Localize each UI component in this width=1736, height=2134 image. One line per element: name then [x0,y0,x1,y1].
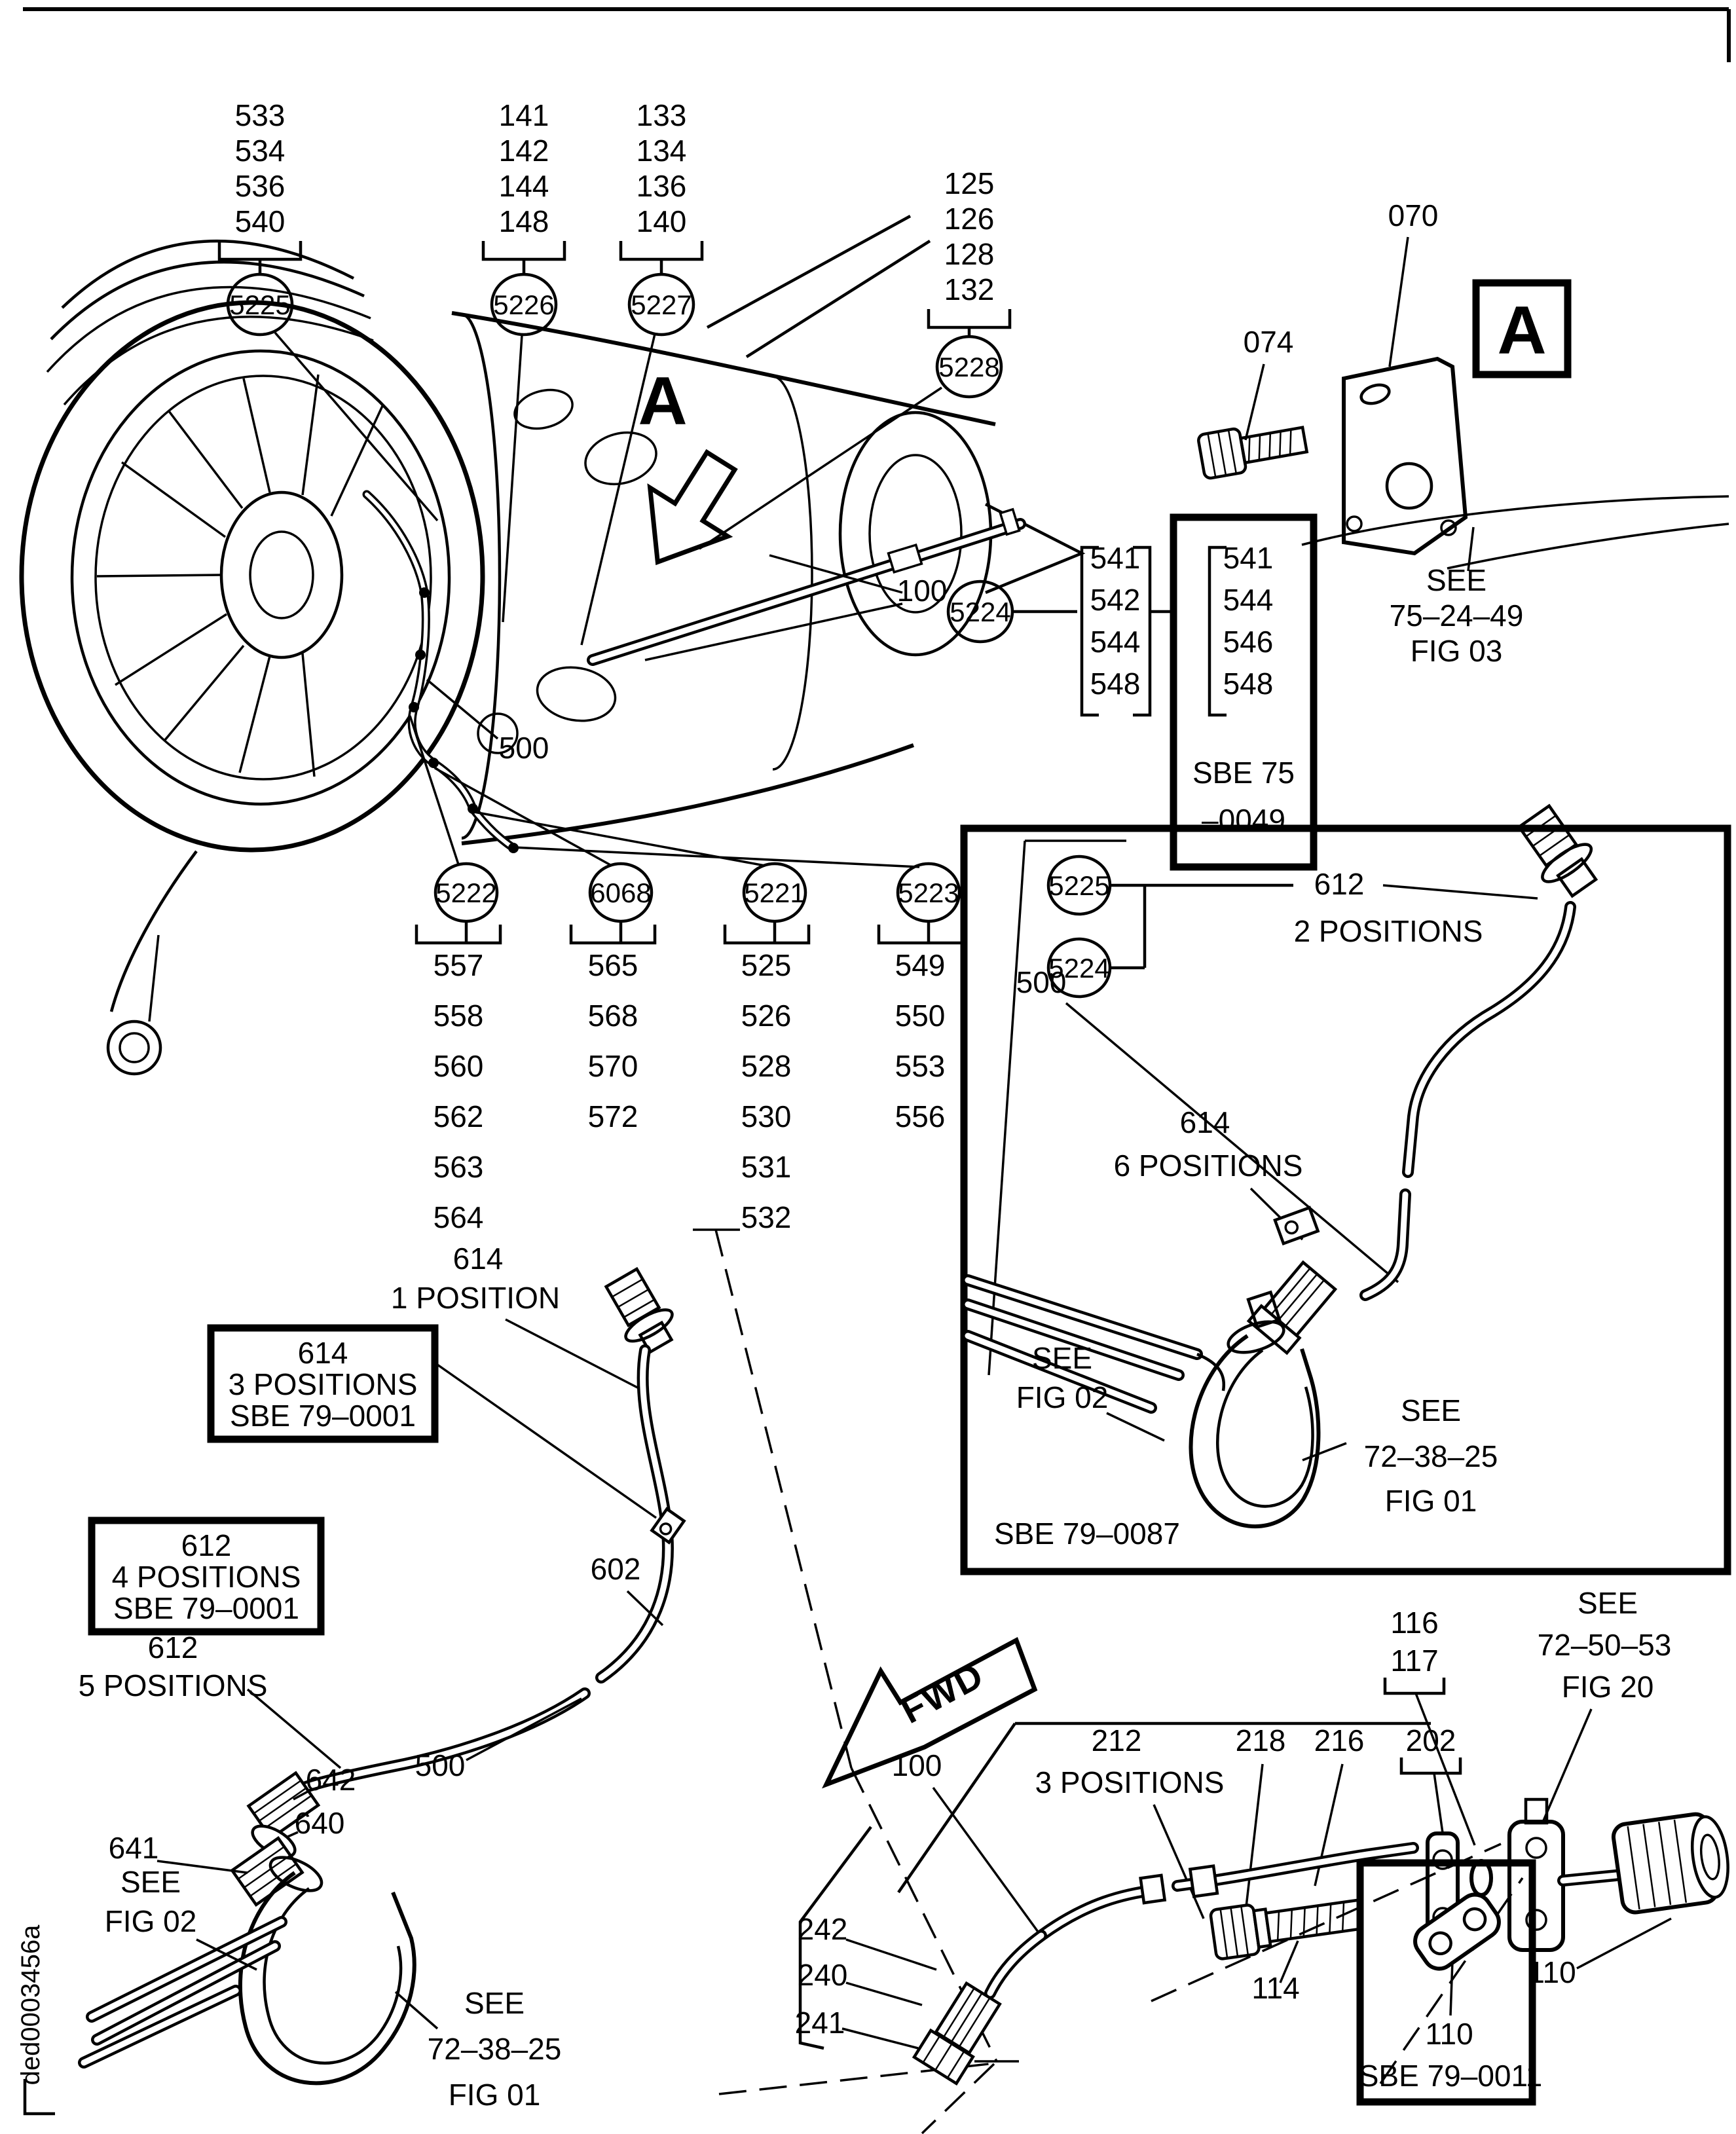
part-label-500: 500 [498,731,549,765]
see-ref-line: 72–38–25 [427,2032,562,2066]
see-ref-line: FIG 02 [104,1904,197,1938]
part-number: 572 [587,1099,638,1133]
see-ref-line: FIG 01 [1384,1484,1477,1518]
callout-circle-number: 6068 [590,877,652,908]
leader-line [846,1983,922,2005]
part-number: 133 [636,98,687,132]
see-ref-72-38-25-bl [428,1986,562,2112]
sbe-75-0049-box [1173,517,1314,867]
part-number: 546 [1223,625,1274,659]
see-ref-72-38-25-inset [1364,1393,1498,1518]
see-ref-line: 72–38–25 [1363,1439,1498,1473]
part-list-5222 [416,921,500,1234]
leader-line [1450,1961,1452,2015]
tube-clamp [1190,1866,1217,1897]
part-label-500: 500 [1016,965,1067,999]
leader-line [248,1689,341,1768]
part-number: 568 [587,999,638,1033]
see-ref-line: 75–24–49 [1389,598,1524,633]
part-label-074: 074 [1243,325,1294,359]
part-number: 148 [498,204,549,238]
part-number: 142 [498,134,549,168]
structure-line [1447,524,1729,568]
fan-blades [97,375,382,777]
see-ref-line: 72–50–53 [1537,1628,1672,1662]
clamp-110 [1409,1888,1505,1975]
qty-label: 1 POSITION [390,1281,561,1315]
callout-circle-number: 5222 [435,877,497,908]
leader-line [1246,364,1264,440]
part-number: 528 [741,1049,792,1083]
part-number: 134 [636,134,687,168]
part-label-612: 612 [1314,867,1365,901]
note-box-612-4-positions [92,1520,321,1632]
part-number: 132 [944,272,995,306]
part-number: 531 [741,1150,792,1184]
see-ref-fig02-bl [105,1865,197,1938]
part-number: 525 [741,948,792,982]
part-label-100: 100 [896,574,948,608]
part-number: 530 [741,1099,792,1133]
qty-label: 6 POSITIONS [1113,1149,1303,1183]
part-number: 542 [1090,583,1141,617]
callout-circle-number: 5226 [493,289,555,320]
callout-group-5225 [219,98,437,521]
part-label-216: 216 [1314,1723,1365,1757]
sbe-number: SBE 79–0001 [230,1399,416,1433]
part-number: 141 [498,98,549,132]
bolt-074 [1198,417,1308,479]
spinner-arcs [47,241,373,405]
leader-line [435,1363,656,1518]
part-number: 550 [895,999,946,1033]
part-label-640: 640 [294,1806,345,1840]
part-label-641: 641 [108,1831,159,1865]
see-ref-line: SEE [1426,563,1487,597]
part-number: 128 [944,237,995,271]
detail-a-arrow [619,437,760,587]
fwd-label: FWD [894,1653,991,1731]
part-number: 565 [587,948,638,982]
part-label-202: 202 [1405,1723,1456,1757]
leader-line [275,333,437,521]
part-number: 549 [895,948,946,982]
leader-line [466,1699,582,1760]
callout-circle-number: 5224 [1048,953,1110,984]
callout-group-5228 [699,166,1010,549]
leader-line [933,1788,1038,1932]
part-label-612: 612 [147,1630,198,1665]
part-label-100: 100 [891,1748,942,1782]
callout-circle-number: 5228 [938,352,1000,382]
see-ref-line: SEE [464,1986,525,2020]
part-number: 140 [636,204,687,238]
see-ref-line: SEE [1577,1586,1638,1620]
part-list-6068 [571,921,655,1133]
threaded-fitting [599,1265,683,1359]
part-label-070: 070 [1388,198,1439,232]
see-ref-line: SEE [1031,1341,1093,1375]
part-label-242: 242 [797,1912,848,1946]
sbe-number: SBE 79–0087 [994,1517,1180,1551]
part-label-614: 614 [1179,1105,1230,1139]
see-ref-line: FIG 02 [1016,1380,1109,1414]
part-label-240: 240 [797,1958,848,1992]
see-ref-75-24-49 [1390,563,1524,668]
callout-circle-number: 5221 [744,877,805,908]
part-label: 614 [297,1336,348,1370]
qty-label: 5 POSITIONS [78,1668,268,1702]
bottom-left-cluster [79,1242,684,2112]
engine-illustration [22,216,1082,1074]
see-ref-line: FIG 01 [448,2078,541,2112]
detail-a-area [1198,198,1729,668]
part-number: 562 [433,1099,484,1133]
part-number: 548 [1090,667,1141,701]
part-number: 541 [1223,541,1274,575]
qty-label: 3 POSITIONS [1035,1765,1225,1799]
part-label-241: 241 [794,2006,845,2040]
sbe-number: SBE 79–0001 [113,1591,299,1625]
leader-line [1383,885,1538,898]
detail-a-arrow-label: A [638,363,688,439]
part-label-117: 117 [1390,1644,1439,1678]
sbe-caption: SBE 75 [1192,756,1295,790]
part-number: 548 [1223,667,1274,701]
part-label-500: 500 [415,1748,466,1782]
see-ref-line: SEE [1400,1393,1462,1427]
part-number: 125 [944,166,995,200]
leader-line [1246,1764,1263,1907]
part-number: 558 [433,999,484,1033]
part-number: 136 [636,169,687,203]
part-number: 532 [741,1200,792,1234]
part-label-116: 116 [1390,1606,1439,1640]
part-number: 144 [498,169,549,203]
leader-line [1416,1693,1475,1845]
nut-110 [1612,1811,1733,1914]
part-number: 544 [1223,583,1274,617]
part-number: 540 [234,204,286,238]
structure-line [1302,496,1729,545]
see-ref-line: FIG 20 [1561,1670,1654,1704]
part-number: 126 [944,202,995,236]
qty-label: 4 POSITIONS [111,1560,301,1594]
part-number: 553 [895,1049,946,1083]
leader-line [1066,1003,1398,1282]
part-label-218: 218 [1235,1723,1286,1757]
bottom-right-cluster [795,1586,1733,2102]
leader-line [1107,1413,1164,1441]
mid-callout-row [410,716,963,1234]
part-number: 541 [1090,541,1141,575]
see-ref-line: FIG 03 [1410,634,1503,668]
leader-line [1390,237,1408,367]
callout-circle-number: 5223 [898,877,959,908]
part-list-5221 [725,921,809,1234]
part-label: 612 [181,1528,232,1562]
knurled-coupler [1249,1260,1339,1353]
leader-line [503,335,522,622]
leader-line [1302,1443,1346,1460]
part-number: 563 [433,1150,484,1184]
qty-label: 2 POSITIONS [1293,914,1483,948]
leader-line [1577,1919,1671,1968]
part-number: 570 [587,1049,638,1083]
part-number: 533 [234,98,286,132]
part-number: 560 [433,1049,484,1083]
qty-label: 3 POSITIONS [228,1367,418,1401]
callout-group-5226 [483,98,564,622]
callout-circle-number: 5225 [229,289,291,320]
callout-circle-number: 5227 [631,289,692,320]
leader-line [506,1319,645,1391]
leader-line [842,2029,918,2048]
support-bracket-72-50-53 [1509,1799,1563,1950]
part-number: 557 [433,948,484,982]
leader-line [582,334,655,645]
sbe-number: SBE 79–0011 [1358,2059,1543,2093]
see-ref-72-50-53 [1538,1586,1672,1704]
part-list-5223 [879,921,963,1133]
clamp-tab [652,1509,684,1542]
figure-code: ded0003456a [16,1924,45,2086]
tube-sleeve [1141,1875,1165,1903]
see-ref-line: SEE [120,1865,181,1899]
sbe-caption: –0049 [1202,803,1285,837]
bolt-114 [1210,1890,1363,1960]
part-number: 534 [234,134,286,168]
part-label-212: 212 [1091,1723,1142,1757]
part-label-614: 614 [452,1242,504,1276]
callout-circle-number: 5224 [950,597,1011,627]
part-number: 564 [433,1200,484,1234]
part-list-541 [1082,541,1173,715]
part-label-602: 602 [590,1552,641,1586]
inset-box-sbe-79-0087 [964,800,1727,1572]
part-number: 536 [234,169,286,203]
part-number: 526 [741,999,792,1033]
clamp-tab [1275,1207,1318,1243]
callout-circle-number: 5225 [1048,870,1110,901]
note-box-614-3-positions [211,1328,435,1439]
threaded-fitting [1511,800,1608,904]
part-label-114: 114 [1251,1971,1300,2005]
part-label: 110 [1425,2017,1473,2051]
part-number: 544 [1090,625,1141,659]
part-label-110: 110 [1528,1955,1576,1989]
detail-letter: A [1497,293,1547,369]
lower-accessory [108,851,196,1074]
part-label-642: 642 [305,1763,356,1797]
leader-line [846,1940,936,1970]
part-number: 556 [895,1099,946,1133]
